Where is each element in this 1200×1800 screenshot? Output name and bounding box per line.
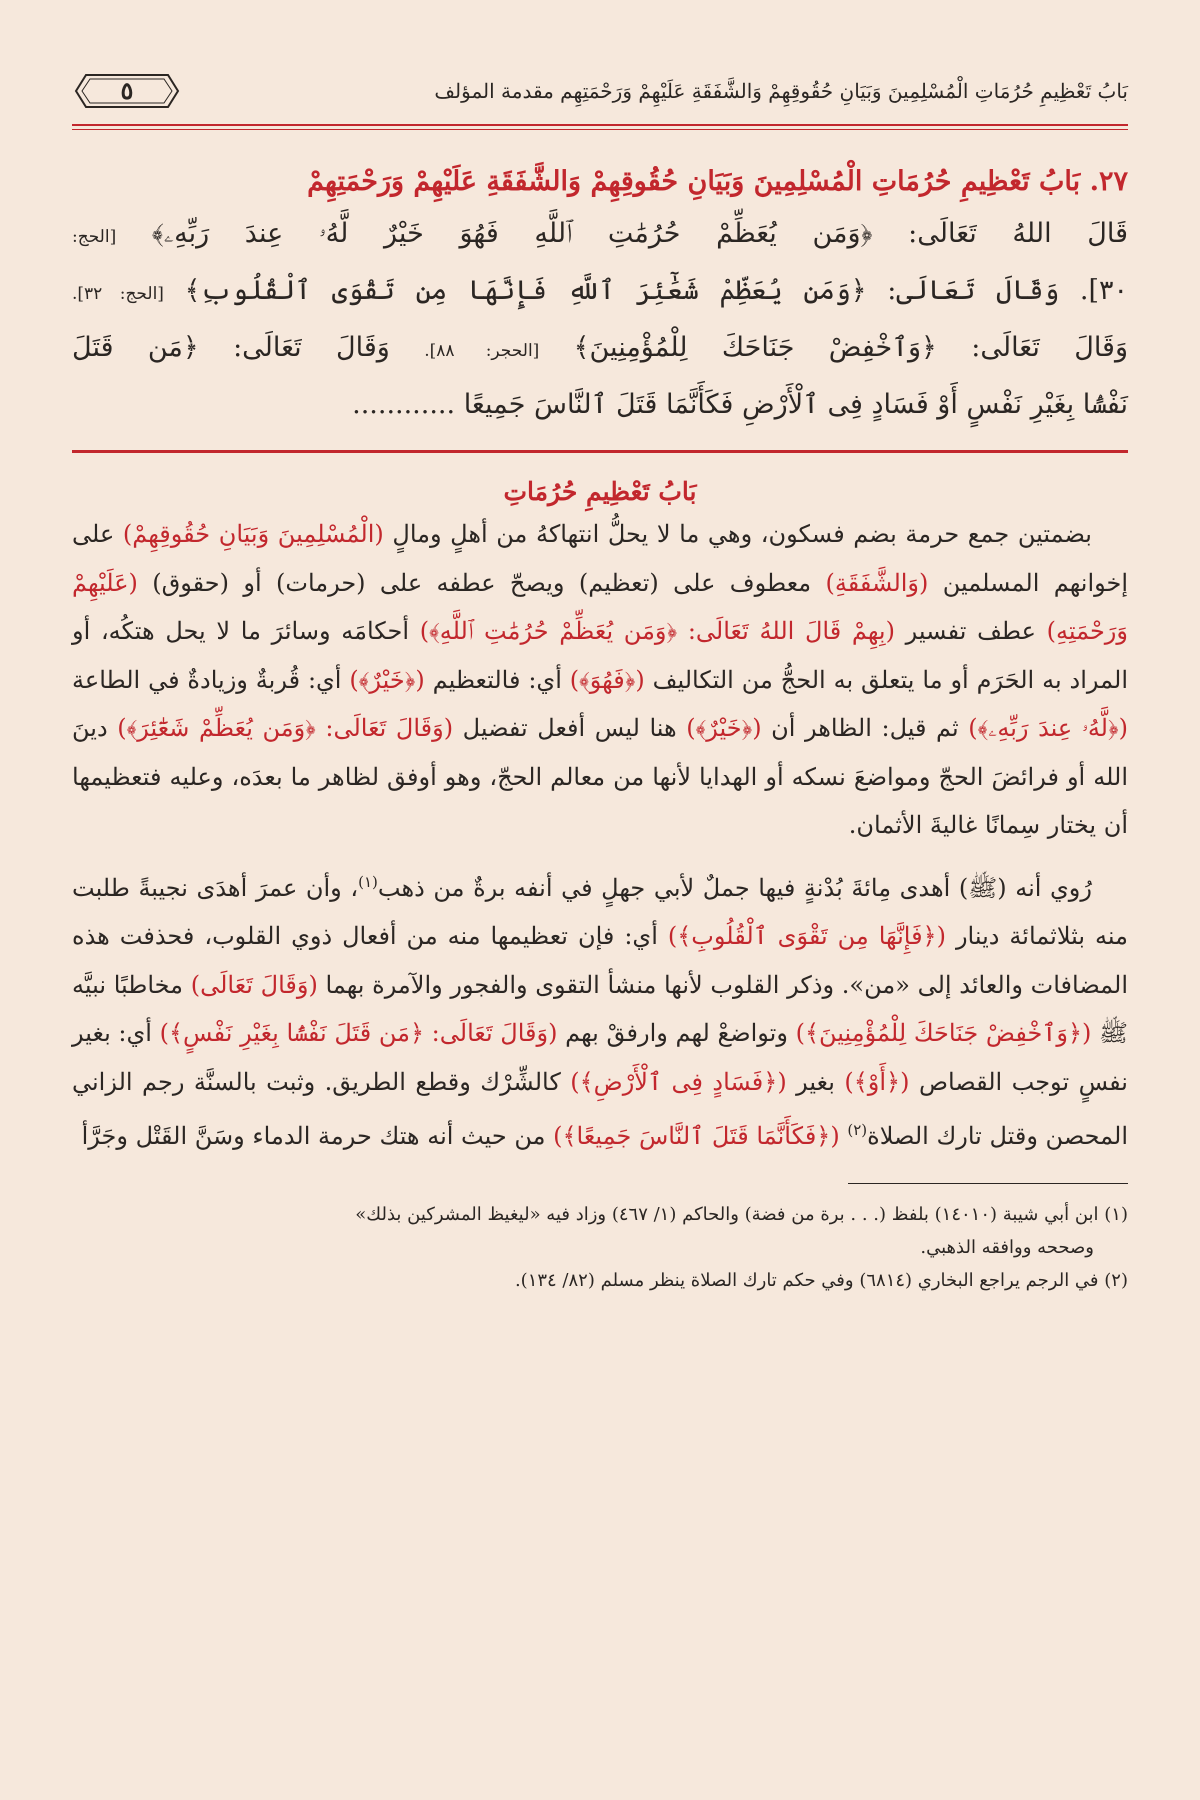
sharh-text: دينَ الله أو فرائضَ الحجّ ومواضعَ نسكه أو [72,714,1128,791]
sharh-text: معطوف على (تعظيم) [578,568,812,597]
sharh-text: الحَرَم أو ما يتعلق به الحجُّ من التكاليف [652,665,1035,694]
matn-line-3-tail: وَقَالَ تَعَالَى: ﴿مَن قَتَلَ [72,332,390,363]
sharh-text: الهدايا لأنها من معالم الحجّ، وهو أوفق لظاهر ما بعدَه، وعليه فتعظيمها أن يختار [72,762,1128,839]
matn-line-1-text: قَالَ اللهُ تَعَالَى: ﴿وَمَن يُعَظِّمْ حُرُمَٰتِ ٱللَّهِ فَهُوَ خَيْرٌ لَّهُۥ عِندَ رَبِّهِۦ﴾ [151,218,1128,249]
sharh-matn-quote: (﴿فَهُوَ﴾) [569,665,645,694]
sharh-text: تفضيل [462,714,528,742]
page-header [72,62,1128,120]
footnote-1 [72,1198,1128,1231]
sharh-paragraph-1 [72,510,1128,850]
matn-line-1 [72,207,1128,264]
sharh-text: هنا ليس أفعل [537,714,677,742]
sharh-matn-quote: (وَقَالَ تَعَالَى) [190,970,318,999]
sharh-matn-quote: تَعَالَى: ﴿وَمَن يُعَظِّمْ حُرُمَٰتِ ٱللَّهِ﴾) [419,617,749,645]
page-number-frame [72,71,182,111]
sharh-text: رُوي أنه (ﷺ) أهدى مِائةَ بُدْنةٍ فيها جملٌ لأبي جهلٍ في أنفه برةٌ من ذهب [377,873,1092,902]
sharh-matn-quote: (الْمُسْلِمِينَ وَبَيَانِ حُقُوقِهِمْ) [122,520,384,548]
sharh-matn-quote: (﴿فَكَأَنَّمَا قَتَلَ ٱلنَّاسَ جَمِيعًا﴾) [553,1122,840,1150]
matn-line-3 [72,321,1128,378]
footnote-marker[interactable]: (١) [358,872,378,891]
sharh-p2 [72,858,1128,1161]
footnotes [72,1198,1128,1297]
sharh-matn-quote: (وَقَالَ تَعَالَى: ﴿وَمَن يُعَظِّمْ شَعَٰٓئِرَ﴾) [117,714,454,742]
sharh-text: مخاطبًا نبيَّه ﷺ [72,970,1129,1047]
sharh-text: أي: بغير نفسٍ توجب القصاص [72,1019,1128,1096]
matn-line-3-text: وَقَالَ تَعَالَى: ﴿وَٱخْفِضْ جَنَاحَكَ لِلْمُؤْمِنِينَ﴾ [573,332,1128,363]
matn-divider [72,450,1128,453]
matn-line-4-text: نَفْسًۢا بِغَيْرِ نَفْسٍ أَوْ فَسَادٍ فِى ٱلْأَرْضِ فَكَأَنَّمَا قَتَلَ ٱلنَّاسَ جَمِيعًا [463,389,1128,420]
footnote-text: في الرجم يراجع البخاري (٦٨١٤) وفي حكم تارك الصلاة ينظر مسلم (٨٢/ ١٣٤). [514,1269,1099,1291]
sharh-matn-quote: (بِهِمْ قَالَ اللهُ [759,617,895,645]
footnote-1-cont: وصححه ووافقه الذهبي. [920,1236,1094,1258]
sharh-text: بغير [796,1067,835,1096]
page-number: ٥ [120,76,134,105]
sharh-text: تعظيمها منه من أفعال ذوي القلوب، فحذفت هذه المضافات والعائد إلى «من». وذكر [72,922,1128,999]
chapter-title: ٢٧. بَابُ تَعْظِيمِ حُرُمَاتِ الْمُسْلِمِينَ وَبَيَانِ حُقُوقِهِمْ وَالشَّفَقَةِ عَلَيْهِمْ وَرَحْمَتِهِمْ [307,166,1128,197]
matn-line-1-ref: [الحج: [72,227,117,247]
sharh-text: ثم قيل: الظاهر أن [771,714,959,742]
sharh-text: سِمانًا غاليةَ الأثمان. [848,811,1041,839]
sharh-text: القلوب لأنها منشأ التقوى والفجور والآمرة بهما [325,970,780,999]
sharh-text: على إخوانهم المسلمين [72,520,1129,597]
sharh-matn-quote: (﴿خَيْرٌ﴾) [686,714,762,742]
sharh-p1 [72,510,1128,850]
footnote-number: (١) [1104,1203,1128,1225]
footnote-marker[interactable]: (٢) [847,1121,868,1139]
sharh-text: أي: قُربةٌ [255,665,342,694]
sharh-text: ويصحّ عطفه على (حرمات) أو (حقوق) [152,568,565,597]
matn-line-4-dots: ............ [352,389,456,420]
footnote-2 [72,1264,1128,1297]
header-divider [72,124,1128,130]
sharh-matn-quote: (﴿أَوْ﴾) [844,1067,910,1096]
sharh-matn-quote: (﴿فَإِنَّهَا مِن تَقْوَى ٱلْقُلُوبِ﴾) [667,922,946,950]
sharh-matn-quote: (﴿خَيْرٌ﴾) [349,665,425,694]
matn-line-2 [72,264,1128,321]
sharh-matn-quote: (عَلَيْهِمْ وَرَحْمَتِهِ) [72,568,1128,645]
sharh-text: وتواضعْ لهم وارفقْ بهم [565,1019,788,1047]
sharh-matn-quote: (﴿فَسَادٍ فِى ٱلْأَرْضِ﴾) [570,1067,787,1096]
footnote-divider [848,1183,1128,1184]
matn-line-4 [72,378,1128,432]
sharh-text: بضمتين جمع حرمة بضم فسكون، وهي ما لا يحلُّ انتهاكهُ من أهلٍ ومالٍ [392,520,1092,548]
footnote-number: (٢) [1104,1269,1128,1291]
sharh-text: عمرَ أهدَى نجيبةً طلبت منه بثلاثمائة دينار [72,873,1129,950]
sharh-text: من حيث أنه هتك حرمة الدماء وسَنَّ القَتْل وجَرَّأ [81,1122,546,1150]
matn-line-2-text: ٣٠]. وَقَالَ تَعَالَى: ﴿وَمَن يُعَظِّمْ شَعَٰٓئِرَ ٱللَّهِ فَإِنَّهَا مِن تَقْوَى ٱلْقُلُوبِ﴾ [184,275,1129,306]
sharh-text: عطف تفسير [905,617,1036,645]
matn-section [72,166,1128,432]
sharh-text: أحكامَه وسائرَ ما لا يحل هتكُه، أو المراد به [72,617,1128,694]
footnote-text: ابن أبي شيبة (١٤٠١٠) بلفظ (. . . برة من فضة) والحاكم (١/ ٤٦٧) وزاد فيه «ليغيظ المشركين بذلك» [355,1203,1099,1225]
sharh-paragraph-2 [72,858,1128,1161]
sharh-matn-quote: (﴿لَّهُۥ عِندَ رَبِّهِۦ﴾) [968,714,1128,742]
sharh-text: أي: فإن [577,922,658,950]
sharh-title: بَابُ تَعْظِيمِ حُرُمَاتِ [503,477,697,506]
sharh-text: أي: فالتعظيم [432,665,562,694]
sharh-matn-quote: (وَقَالَ تَعَالَى: ﴿مَن قَتَلَ نَفْسًۢا [286,1019,558,1047]
sharh-text: وزيادةٌ في الطاعة [72,665,248,694]
sharh-matn-quote: (وَالشَّفَقَةِ) [825,568,929,597]
sharh-text: كالشِّرْك وقطع الطريق. وثبت بالسنَّة رجم الزاني المحصن وقتل تارك الصلاة [72,1067,1128,1150]
matn-line-2-ref: [الحج: ٣٢]. [72,284,164,304]
sharh-text: ، وأن [305,873,359,902]
running-title: بَابُ تَعْظِيمِ حُرُمَاتِ الْمُسْلِمِينَ وَبَيَانِ حُقُوقِهِمْ وَالشَّفَقَةِ عَلَيْهِمْ وَرَحْمَتِهِم مقدمة المؤلف [434,79,1128,103]
sharh-matn-quote: (﴿وَٱخْفِضْ جَنَاحَكَ لِلْمُؤْمِنِينَ﴾) [795,1019,1092,1047]
matn-line-3-ref: [الحجر: ٨٨]. [424,341,540,361]
sharh-matn-quote: بِغَيْرِ نَفْسٍ﴾) [159,1019,279,1047]
